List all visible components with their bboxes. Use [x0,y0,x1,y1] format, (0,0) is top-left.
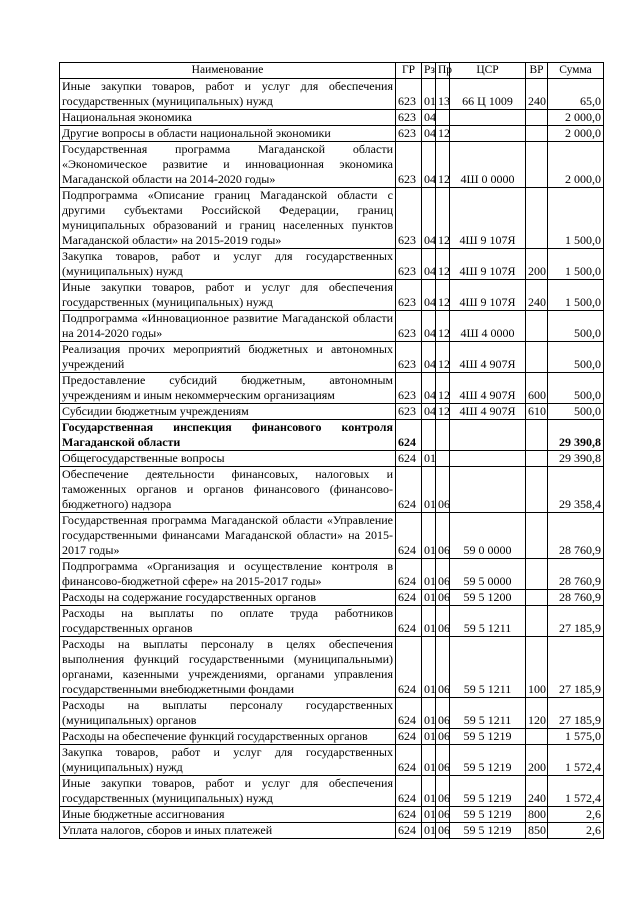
table-row [60,342,604,373]
cell-csr: 59 0 0000 [450,513,526,559]
cell-gr: 624 [396,807,422,823]
cell-csr [450,110,526,126]
cell-pr [436,420,450,451]
cell-name: Расходы на содержание государственных органов [60,590,396,606]
table-row [60,776,604,807]
cell-sum: 500,0 [548,404,604,420]
cell-sum: 1 500,0 [548,188,604,249]
cell-csr [450,467,526,513]
cell-name: Иные бюджетные ассигнования [60,807,396,823]
cell-sum: 29 390,8 [548,451,604,467]
cell-pr: 06 [436,606,450,637]
cell-csr: 59 5 0000 [450,559,526,590]
cell-gr: 624 [396,467,422,513]
cell-pr: 06 [436,637,450,698]
cell-name: Субсидии бюджетным учреждениям [60,404,396,420]
cell-vr: 600 [526,373,548,404]
table-row [60,729,604,745]
cell-pr: 12 [436,373,450,404]
cell-sum: 2 000,0 [548,110,604,126]
cell-csr [450,126,526,142]
cell-rz [422,420,436,451]
cell-pr: 13 [436,79,450,110]
table-row [60,79,604,110]
cell-vr: 200 [526,745,548,776]
cell-name: Расходы на выплаты персоналу в целях обеспечения выполнения функций государственными (муниципальными) органами, казенными учреждениями, органами управления государственными внебюджетными фондами [60,637,396,698]
cell-name: Подпрограмма «Инновационное развитие Магаданской области на 2014-2020 годы» [60,311,396,342]
cell-vr [526,420,548,451]
cell-csr: 4Ш 4 0000 [450,311,526,342]
cell-rz: 04 [422,373,436,404]
cell-pr: 12 [436,249,450,280]
cell-vr [526,590,548,606]
table-row [60,373,604,404]
cell-rz: 01 [422,559,436,590]
table-row [60,467,604,513]
table-row [60,404,604,420]
cell-pr: 06 [436,776,450,807]
cell-vr: 200 [526,249,548,280]
table-row [60,188,604,249]
cell-name: Государственная инспекция финансового контроля Магаданской области [60,420,396,451]
table-row [60,142,604,188]
cell-vr [526,513,548,559]
cell-name: Закупка товаров, работ и услуг для государственных (муниципальных) нужд [60,745,396,776]
cell-rz: 04 [422,142,436,188]
cell-csr: 59 5 1219 [450,745,526,776]
cell-name: Подпрограмма «Описание границ Магаданской области с другими субъектами Российской Федерации, границ муниципальных образований и границ населенных пунктов Магаданской области» на 2015-2019 годы» [60,188,396,249]
cell-rz: 01 [422,745,436,776]
cell-pr: 12 [436,342,450,373]
cell-vr: 240 [526,79,548,110]
cell-gr: 624 [396,729,422,745]
header-csr: ЦСР [450,63,526,79]
cell-sum: 29 358,4 [548,467,604,513]
cell-sum: 1 572,4 [548,745,604,776]
cell-vr [526,451,548,467]
cell-pr: 06 [436,729,450,745]
cell-csr [450,420,526,451]
cell-name: Закупка товаров, работ и услуг для государственных (муниципальных) нужд [60,249,396,280]
cell-rz: 01 [422,590,436,606]
cell-vr [526,311,548,342]
cell-gr: 623 [396,373,422,404]
cell-pr: 12 [436,404,450,420]
cell-name: Расходы на обеспечение функций государственных органов [60,729,396,745]
cell-csr: 4Ш 9 107Я [450,188,526,249]
cell-name: Национальная экономика [60,110,396,126]
table-row [60,823,604,839]
cell-vr: 240 [526,776,548,807]
cell-rz: 01 [422,776,436,807]
cell-vr: 850 [526,823,548,839]
cell-gr: 624 [396,590,422,606]
cell-pr: 12 [436,142,450,188]
cell-gr: 624 [396,637,422,698]
cell-vr [526,729,548,745]
cell-gr: 624 [396,513,422,559]
cell-name: Предоставление субсидий бюджетным, автономным учреждениям и иным некоммерческим организациям [60,373,396,404]
cell-sum: 27 185,9 [548,606,604,637]
cell-name: Иные закупки товаров, работ и услуг для обеспечения государственных (муниципальных) нужд [60,280,396,311]
cell-vr: 100 [526,637,548,698]
cell-vr [526,142,548,188]
cell-rz: 04 [422,342,436,373]
cell-vr: 240 [526,280,548,311]
cell-vr [526,467,548,513]
table-header-row [60,63,604,79]
cell-pr: 06 [436,590,450,606]
cell-gr: 623 [396,79,422,110]
table-row [60,698,604,729]
cell-name: Обеспечение деятельности финансовых, налоговых и таможенных органов и органов финансового (финансово-бюджетного) надзора [60,467,396,513]
cell-name: Иные закупки товаров, работ и услуг для обеспечения государственных (муниципальных) нужд [60,79,396,110]
cell-sum: 27 185,9 [548,698,604,729]
cell-vr: 120 [526,698,548,729]
cell-vr [526,188,548,249]
cell-rz: 01 [422,467,436,513]
cell-sum: 1 500,0 [548,249,604,280]
cell-csr: 4Ш 4 907Я [450,373,526,404]
cell-rz: 04 [422,188,436,249]
cell-csr: 59 5 1219 [450,823,526,839]
cell-pr [436,110,450,126]
cell-sum: 1 575,0 [548,729,604,745]
cell-gr: 624 [396,823,422,839]
cell-rz: 01 [422,79,436,110]
table-row [60,513,604,559]
cell-csr: 66 Ц 1009 [450,79,526,110]
cell-rz: 04 [422,311,436,342]
cell-gr: 623 [396,142,422,188]
header-vr: ВР [526,63,548,79]
cell-sum: 28 760,9 [548,590,604,606]
cell-gr: 624 [396,606,422,637]
cell-pr: 12 [436,280,450,311]
cell-gr: 623 [396,249,422,280]
cell-gr: 624 [396,776,422,807]
table-row [60,807,604,823]
cell-vr: 800 [526,807,548,823]
cell-gr: 623 [396,342,422,373]
cell-name: Государственная программа Магаданской области «Управление государственными финансами Магаданской области» на 2015-2017 годы» [60,513,396,559]
cell-csr: 4Ш 9 107Я [450,280,526,311]
cell-sum: 1 572,4 [548,776,604,807]
cell-pr: 06 [436,823,450,839]
cell-rz: 01 [422,637,436,698]
cell-sum: 500,0 [548,311,604,342]
cell-gr: 623 [396,110,422,126]
cell-vr [526,559,548,590]
table-body [60,79,604,839]
cell-rz: 04 [422,126,436,142]
cell-rz: 04 [422,110,436,126]
table-row [60,559,604,590]
cell-gr: 623 [396,311,422,342]
cell-pr: 06 [436,807,450,823]
cell-pr: 12 [436,311,450,342]
cell-pr: 06 [436,513,450,559]
cell-sum: 28 760,9 [548,513,604,559]
cell-gr: 624 [396,559,422,590]
table-row [60,637,604,698]
cell-name: Иные закупки товаров, работ и услуг для обеспечения государственных (муниципальных) нужд [60,776,396,807]
header-gr: ГР [396,63,422,79]
cell-sum: 500,0 [548,342,604,373]
cell-sum: 2 000,0 [548,126,604,142]
table-row [60,311,604,342]
cell-rz: 01 [422,807,436,823]
cell-sum: 500,0 [548,373,604,404]
cell-sum: 1 500,0 [548,280,604,311]
cell-rz: 01 [422,513,436,559]
cell-gr: 623 [396,126,422,142]
table-row [60,590,604,606]
cell-vr [526,110,548,126]
cell-pr: 06 [436,745,450,776]
cell-pr: 06 [436,698,450,729]
cell-csr: 59 5 1211 [450,606,526,637]
cell-name: Подпрограмма «Организация и осуществление контроля в финансово-бюджетной сфере» на 2015-2017 годы» [60,559,396,590]
cell-csr: 59 5 1200 [450,590,526,606]
cell-csr: 59 5 1211 [450,698,526,729]
budget-table [59,62,604,839]
header-rz: Рз [422,63,436,79]
cell-gr: 624 [396,451,422,467]
cell-pr: 06 [436,467,450,513]
cell-sum: 2,6 [548,823,604,839]
header-sum: Сумма [548,63,604,79]
cell-name: Государственная программа Магаданской области «Экономическое развитие и инновационная экономика Магаданской области на 2014-2020 годы» [60,142,396,188]
cell-csr: 4Ш 0 0000 [450,142,526,188]
cell-gr: 623 [396,188,422,249]
cell-pr [436,451,450,467]
cell-sum: 2,6 [548,807,604,823]
cell-csr: 59 5 1219 [450,729,526,745]
cell-rz: 01 [422,606,436,637]
cell-sum: 28 760,9 [548,559,604,590]
cell-csr: 4Ш 9 107Я [450,249,526,280]
header-pr: Пр [436,63,450,79]
cell-sum: 27 185,9 [548,637,604,698]
cell-csr: 59 5 1211 [450,637,526,698]
cell-csr: 4Ш 4 907Я [450,342,526,373]
cell-gr: 623 [396,404,422,420]
cell-rz: 01 [422,823,436,839]
cell-rz: 01 [422,451,436,467]
cell-csr: 59 5 1219 [450,776,526,807]
table-row [60,280,604,311]
cell-name: Реализация прочих мероприятий бюджетных и автономных учреждений [60,342,396,373]
cell-name: Расходы на выплаты по оплате труда работников государственных органов [60,606,396,637]
table-row [60,451,604,467]
cell-pr: 12 [436,126,450,142]
cell-sum: 2 000,0 [548,142,604,188]
cell-csr: 59 5 1219 [450,807,526,823]
cell-rz: 04 [422,249,436,280]
cell-rz: 01 [422,698,436,729]
cell-gr: 624 [396,745,422,776]
cell-rz: 04 [422,280,436,311]
cell-name: Расходы на выплаты персоналу государственных (муниципальных) органов [60,698,396,729]
table-row [60,420,604,451]
header-name: Наименование [60,63,396,79]
cell-sum: 65,0 [548,79,604,110]
cell-gr: 623 [396,280,422,311]
cell-vr [526,126,548,142]
cell-name: Общегосударственные вопросы [60,451,396,467]
table-row [60,110,604,126]
cell-vr [526,606,548,637]
cell-rz: 04 [422,404,436,420]
cell-gr: 624 [396,698,422,729]
cell-pr: 12 [436,188,450,249]
cell-rz: 01 [422,729,436,745]
table-row [60,126,604,142]
cell-csr: 4Ш 4 907Я [450,404,526,420]
cell-vr: 610 [526,404,548,420]
cell-vr [526,342,548,373]
cell-sum: 29 390,8 [548,420,604,451]
cell-gr: 624 [396,420,422,451]
table-row [60,249,604,280]
cell-name: Уплата налогов, сборов и иных платежей [60,823,396,839]
table-row [60,745,604,776]
cell-csr [450,451,526,467]
cell-pr: 06 [436,559,450,590]
cell-name: Другие вопросы в области национальной экономики [60,126,396,142]
table-row [60,606,604,637]
